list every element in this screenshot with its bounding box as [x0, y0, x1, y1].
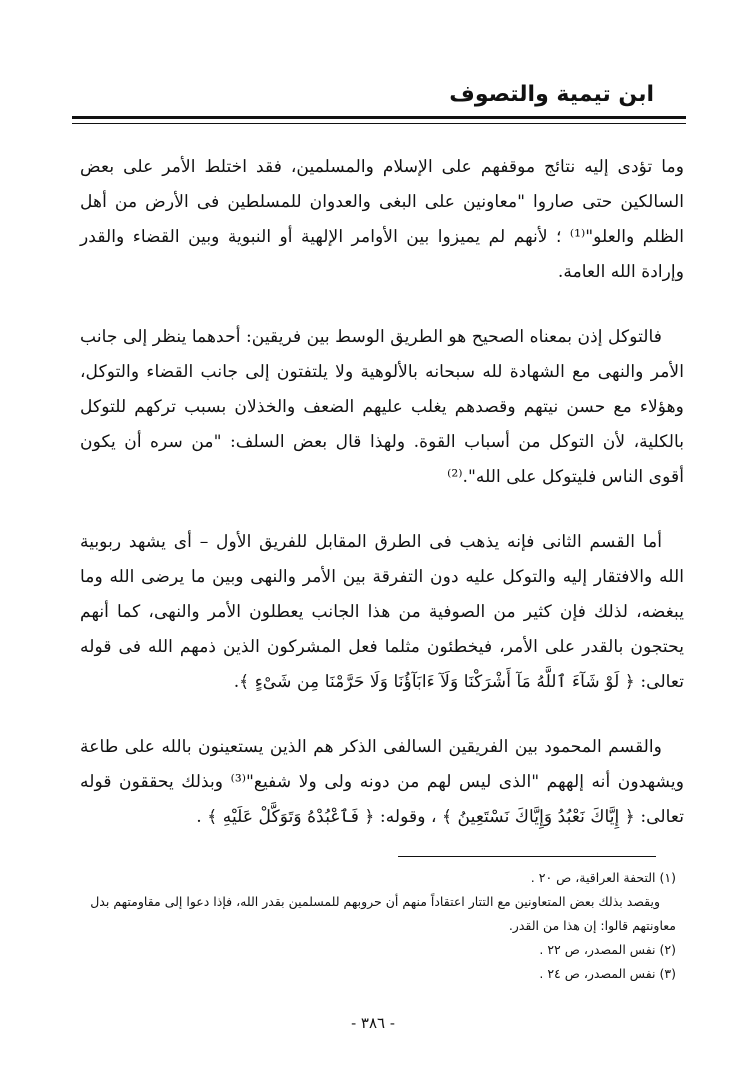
paragraph-3: أما القسم الثانى فإنه يذهب فى الطرق المقابل للفريق الأول – أى يشهد ربوبية الله والافتقار إليه والتوكل عليه دون التفرقة بين الأمر والنهى وبين ما يرضى الله وما يبغضه، لذلك فإن كثير من الصوفية من هذا الجانب يعطلون الأمر والنهى، كما أنهم يحتجون بالقدر على الأمر، فيخطئون مثلما فعل المشركون الذين ذمهم الله فى قوله تعالى: ﴿ لَوْ شَآءَ ٱللَّهُ مَآ أَشْرَكْنَا وَلَآ ءَابَآؤُنَا وَلَا حَرَّمْنَا مِن شَىْءٍ ﴾.	[80, 532, 684, 692]
paragraph-4: والقسم المحمود بين الفريقين السالفى الذكر هم الذين يستعينون بالله على طاعة ويشهدون أنه إلههم "الذى ليس لهم من دونه ولى ولا شفيع"⁽³⁾ وبذلك يحققون قوله تعالى: ﴿ إِيَّاكَ نَعْبُدُ وَإِيَّاكَ نَسْتَعِينُ ﴾ ، وقوله: ﴿ فَٱعْبُدْهُ وَتَوَكَّلْ عَلَيْهِ ﴾ .	[80, 737, 684, 827]
header-rule-thick	[72, 116, 686, 119]
footnote-separator	[398, 856, 656, 857]
footnote-2: (٢) نفس المصدر، ص ٢٢ .	[539, 942, 676, 957]
footnote-1-note: ويقصد بذلك بعض المتعاونين مع التتار اعتقاداً منهم أن حروبهم للمسلمين بقدر الله، فإذا دعوا إلى مقاومتهم بدل معاونتهم قالوا: إن هذا من القدر.	[90, 894, 676, 933]
footnote-3: (٣) نفس المصدر، ص ٢٤ .	[539, 966, 676, 981]
paragraph-1: وما تؤدى إليه نتائج موقفهم على الإسلام والمسلمين، فقد اختلط الأمر على بعض السالكين حتى صاروا "معاونين على البغى والعدوان للمسلطين فى الأرض من أهل الظلم والعلو"⁽¹⁾ ؛ لأنهم لم يميزوا بين الأوامر الإلهية أو النبوية وبين القضاء والقدر وإرادة الله العامة.	[80, 157, 684, 282]
main-text	[80, 150, 684, 865]
footnote-1: (١) التحفة العراقية، ص ٢٠ .	[530, 870, 676, 885]
page-number: - ٣٨٦ -	[351, 1014, 395, 1032]
paragraph-2: فالتوكل إذن بمعناه الصحيح هو الطريق الوسط بين فريقين: أحدهما ينظر إلى جانب الأمر والنهى مع الشهادة لله سبحانه بالألوهية ولا يلتفتون إلى جانب القضاء والتوكل، وهؤلاء مع حسن نيتهم وقصدهم يغلب عليهم الضعف والخذلان بسبب تركهم للتوكل بالكلية، لأن التوكل من أسباب القوة. ولهذا قال بعض السلف: "من سره أن يكون أقوى الناس فليتوكل على الله".⁽²⁾	[80, 327, 684, 487]
header-rule-thin	[72, 123, 686, 124]
footnotes	[80, 866, 676, 986]
page-header-title: ابن تيمية والتصوف	[449, 82, 654, 107]
